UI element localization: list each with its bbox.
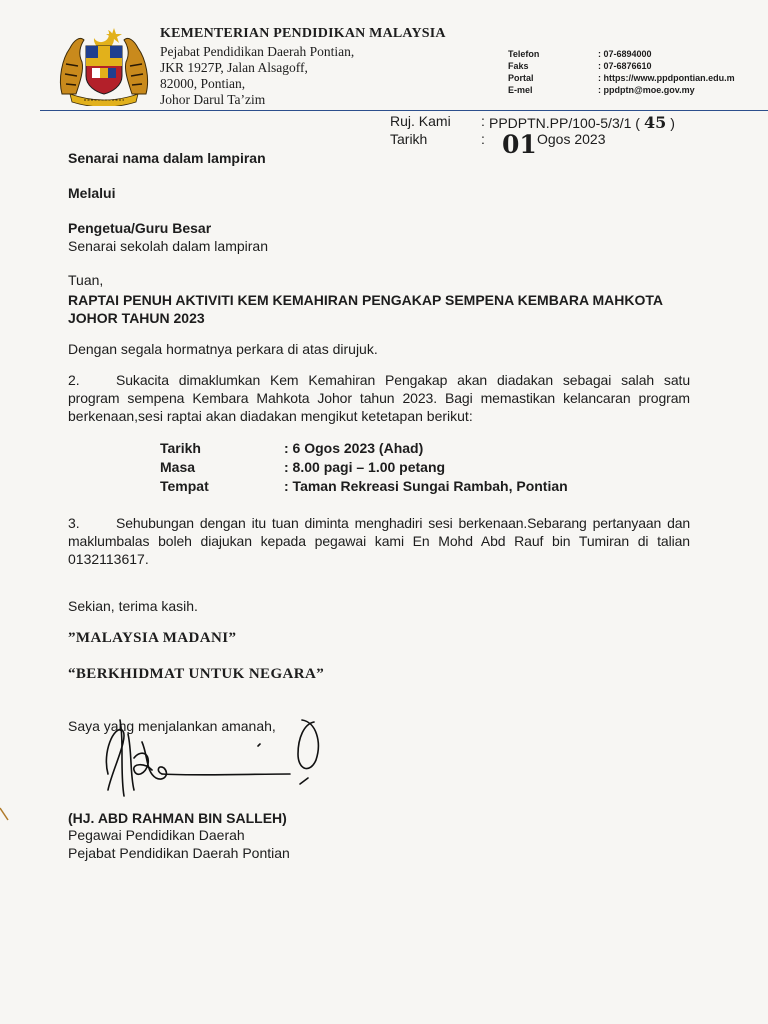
- paragraph-3-line-2: maklumbalas boleh diajukan kepada pegawai kami En Mohd Abd Rauf bin Tumiran di talian: [68, 533, 690, 549]
- via-label: Melalui: [68, 185, 116, 201]
- ruj-separator: :: [481, 113, 485, 129]
- portal-value: : https://www.ppdpontian.edu.m: [598, 73, 735, 83]
- paragraph-3-line-3: 0132113617.: [68, 551, 149, 567]
- email-label: E-mel: [508, 85, 533, 95]
- page-edge-mark: [0, 806, 10, 826]
- detail-time-label: Masa: [160, 459, 196, 475]
- fax-label: Faks: [508, 61, 529, 71]
- fax-value: : 07-6876610: [598, 61, 652, 71]
- email-value: : ppdptn@moe.gov.my: [598, 85, 695, 95]
- address-line-1: Pejabat Pendidikan Daerah Pontian,: [160, 44, 355, 59]
- ministry-title: KEMENTERIAN PENDIDIKAN MALAYSIA: [160, 26, 446, 41]
- phone-label: Telefon: [508, 49, 540, 59]
- motto-malaysia-madani: ”MALAYSIA MADANI”: [68, 630, 237, 646]
- detail-date-label: Tarikh: [160, 440, 201, 456]
- detail-time-value: : 8.00 pagi – 1.00 petang: [284, 459, 446, 475]
- sign-off: Saya yang menjalankan amanah,: [68, 718, 276, 734]
- detail-venue-value: : Taman Rekreasi Sungai Rambah, Pontian: [284, 478, 568, 494]
- paragraph-3-line-1: Sehubungan dengan itu tuan diminta menghadiri sesi berkenaan.Sebarang pertanyaan dan: [116, 515, 690, 531]
- motto-berkhidmat: “BERKHIDMAT UNTUK NEGARA”: [68, 666, 325, 682]
- address-line-2: JKR 1927P, Jalan Alsagoff,: [160, 60, 308, 75]
- ruj-label: Ruj. Kami: [390, 113, 451, 129]
- subject-line-1: RAPTAI PENUH AKTIVITI KEM KEMAHIRAN PENGAKAP SEMPENA KEMBARA MAHKOTA: [68, 292, 664, 308]
- signature-icon: [90, 712, 330, 814]
- paragraph-2-number: 2.: [68, 372, 80, 388]
- detail-venue-label: Tempat: [160, 478, 209, 494]
- salutation: Tuan,: [68, 272, 104, 288]
- portal-label: Portal: [508, 73, 534, 83]
- recipient-role-sub: Senarai sekolah dalam lampiran: [68, 238, 268, 254]
- date-separator: :: [481, 131, 485, 147]
- recipient-line: Senarai nama dalam lampiran: [68, 150, 266, 166]
- signatory-name: (HJ. ABD RAHMAN BIN SALLEH): [68, 810, 287, 826]
- address-line-3: 82000, Pontian,: [160, 76, 246, 91]
- reference-close-paren: ): [670, 115, 675, 131]
- paragraph-1: Dengan segala hormatnya perkara di atas dirujuk.: [68, 341, 378, 357]
- paragraph-2-line-1: Sukacita dimaklumkan Kem Kemahiran Pengakap akan diadakan sebagai salah satu: [116, 372, 690, 388]
- subject-line-2: JOHOR TAHUN 2023: [68, 310, 205, 326]
- handwritten-day: 01: [502, 130, 537, 159]
- paragraph-2-line-2: program sempena Kembara Mahkota Johor tahun 2023. Bagi memastikan kelancaran program: [68, 390, 690, 406]
- paragraph-3-number: 3.: [68, 515, 80, 531]
- signatory-office: Pejabat Pendidikan Daerah Pontian: [68, 845, 290, 861]
- paragraph-2-line-3: berkenaan,sesi raptai akan diadakan mengikut ketetapan berikut:: [68, 408, 473, 424]
- handwritten-reference-number: 45: [643, 113, 667, 132]
- date-label: Tarikh: [390, 131, 428, 147]
- reference-number-text: PPDPTN.PP/100-5/3/1 (: [489, 115, 640, 131]
- letterhead-divider: [40, 110, 768, 111]
- closing: Sekian, terima kasih.: [68, 598, 198, 614]
- coat-of-arms-icon: [56, 24, 152, 106]
- phone-value: : 07-6894000: [598, 49, 652, 59]
- signatory-title: Pegawai Pendidikan Daerah: [68, 827, 245, 843]
- detail-date-value: : 6 Ogos 2023 (Ahad): [284, 440, 424, 456]
- address-line-4: Johor Darul Ta’zim: [160, 92, 266, 107]
- date-value: Ogos 2023: [537, 131, 606, 147]
- recipient-role: Pengetua/Guru Besar: [68, 220, 212, 236]
